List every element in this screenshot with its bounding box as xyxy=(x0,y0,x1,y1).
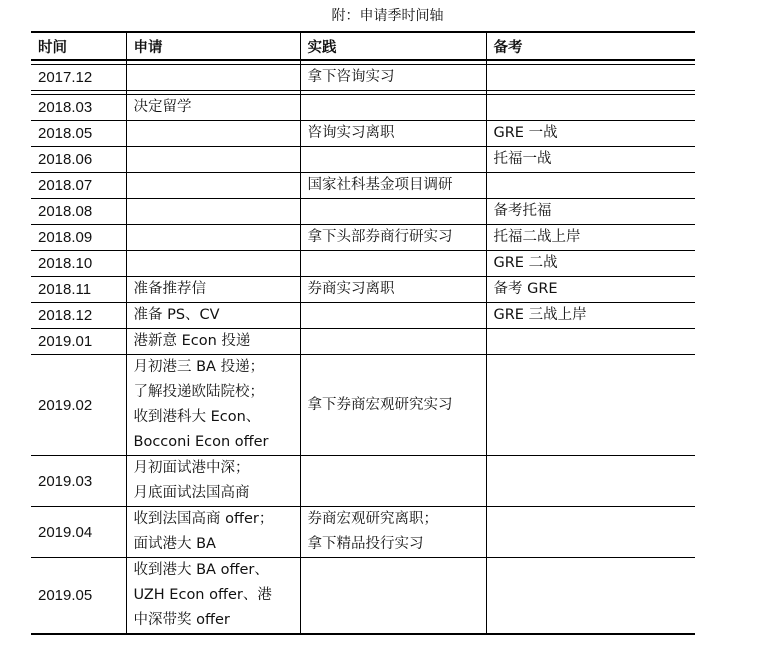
table-row xyxy=(31,225,695,251)
cell-note xyxy=(486,65,695,91)
cell-apply xyxy=(126,121,300,147)
cell-line: GRE 一战 xyxy=(493,125,558,141)
table-row xyxy=(31,173,695,199)
cell-practice xyxy=(300,147,486,173)
cell-apply xyxy=(126,95,300,121)
cell-time: 2018.09 xyxy=(31,225,126,251)
cell-note xyxy=(486,507,695,558)
cell-practice xyxy=(300,277,486,303)
cell-line: 收到法国高商 offer； xyxy=(133,511,274,527)
header-practice: 实践 xyxy=(300,32,486,60)
cell-note xyxy=(486,355,695,456)
cell-line: 券商宏观研究离职； xyxy=(307,511,438,527)
cell-line: 准备推荐信 xyxy=(133,281,206,297)
cell-line: UZH Econ offer、港 xyxy=(133,587,272,603)
cell-note xyxy=(486,95,695,121)
cell-line: 拿下券商宏观研究实习 xyxy=(307,396,453,413)
cell-note xyxy=(486,456,695,507)
header-apply: 申请 xyxy=(126,32,300,60)
cell-practice xyxy=(300,65,486,91)
cell-apply xyxy=(126,147,300,173)
cell-line: 港新意 Econ 投递 xyxy=(133,333,251,349)
cell-time: 2017.12 xyxy=(31,65,126,91)
cell-note xyxy=(486,121,695,147)
cell-line: 咨询实习离职 xyxy=(307,125,395,141)
cell-time: 2018.07 xyxy=(31,173,126,199)
cell-apply xyxy=(126,225,300,251)
cell-apply xyxy=(126,329,300,355)
cell-apply xyxy=(126,456,300,507)
table-row xyxy=(31,329,695,355)
cell-time: 2019.02 xyxy=(31,355,126,456)
table-header-row xyxy=(31,32,695,60)
cell-line: 托福一战 xyxy=(493,151,552,167)
cell-time: 2019.05 xyxy=(31,558,126,635)
cell-apply xyxy=(126,277,300,303)
cell-line: Bocconi Econ offer xyxy=(133,434,269,450)
cell-note xyxy=(486,277,695,303)
cell-practice xyxy=(300,355,486,456)
cell-time: 2018.05 xyxy=(31,121,126,147)
cell-line: 月初港三 BA 投递； xyxy=(133,359,265,375)
table-row xyxy=(31,277,695,303)
cell-apply xyxy=(126,507,300,558)
cell-note xyxy=(486,199,695,225)
cell-note xyxy=(486,251,695,277)
cell-line: 收到港大 BA offer、 xyxy=(133,562,269,578)
cell-line: GRE 三战上岸 xyxy=(493,307,587,323)
cell-note xyxy=(486,147,695,173)
header-time: 时间 xyxy=(31,32,126,60)
table-row xyxy=(31,355,695,456)
cell-line: 备考 GRE xyxy=(493,281,558,297)
cell-line: 了解投递欧陆院校； xyxy=(133,384,264,400)
cell-line: 拿下咨询实习 xyxy=(307,69,395,85)
cell-note xyxy=(486,303,695,329)
cell-practice xyxy=(300,173,486,199)
cell-line: GRE 二战 xyxy=(493,255,558,271)
cell-line: 备考托福 xyxy=(493,203,552,219)
cell-line: 国家社科基金项目调研 xyxy=(307,177,453,193)
cell-practice xyxy=(300,121,486,147)
cell-time: 2019.01 xyxy=(31,329,126,355)
cell-practice xyxy=(300,95,486,121)
table-row xyxy=(31,303,695,329)
cell-practice xyxy=(300,251,486,277)
cell-practice xyxy=(300,199,486,225)
cell-note xyxy=(486,173,695,199)
cell-line: 月初面试港中深； xyxy=(133,460,250,476)
table-row xyxy=(31,65,695,91)
cell-apply xyxy=(126,355,300,456)
cell-line: 拿下精品投行实习 xyxy=(307,536,424,552)
cell-apply xyxy=(126,303,300,329)
cell-practice xyxy=(300,225,486,251)
cell-time: 2018.10 xyxy=(31,251,126,277)
table-row xyxy=(31,199,695,225)
cell-time: 2018.11 xyxy=(31,277,126,303)
cell-line: 面试港大 BA xyxy=(133,536,216,552)
cell-line: 券商实习离职 xyxy=(307,281,395,297)
cell-note xyxy=(486,225,695,251)
table-row xyxy=(31,507,695,558)
table-caption: 附：申请季时间轴 xyxy=(331,8,444,24)
table-row xyxy=(31,147,695,173)
cell-time: 2019.03 xyxy=(31,456,126,507)
cell-line: 月底面试法国高商 xyxy=(133,485,250,501)
cell-time: 2018.08 xyxy=(31,199,126,225)
cell-time: 2018.06 xyxy=(31,147,126,173)
cell-line: 托福二战上岸 xyxy=(493,229,581,245)
cell-apply xyxy=(126,173,300,199)
cell-line: 收到港科大 Econ、 xyxy=(133,409,261,425)
cell-practice xyxy=(300,329,486,355)
cell-apply xyxy=(126,558,300,635)
table-row xyxy=(31,95,695,121)
cell-time: 2018.03 xyxy=(31,95,126,121)
cell-line: 准备 PS、CV xyxy=(133,307,220,323)
table-row xyxy=(31,251,695,277)
cell-apply xyxy=(126,199,300,225)
cell-note xyxy=(486,329,695,355)
cell-line: 决定留学 xyxy=(133,99,192,115)
table-row xyxy=(31,456,695,507)
cell-line: 拿下头部券商行研实习 xyxy=(307,229,453,245)
cell-time: 2018.12 xyxy=(31,303,126,329)
cell-practice xyxy=(300,507,486,558)
cell-time: 2019.04 xyxy=(31,507,126,558)
cell-apply xyxy=(126,65,300,91)
cell-apply xyxy=(126,251,300,277)
cell-practice xyxy=(300,303,486,329)
cell-practice xyxy=(300,558,486,635)
table-row xyxy=(31,121,695,147)
header-note: 备考 xyxy=(486,32,695,60)
application-timeline-table xyxy=(31,31,695,635)
cell-line: 中深带奖 offer xyxy=(133,612,230,628)
cell-practice xyxy=(300,456,486,507)
cell-note xyxy=(486,558,695,635)
table-row xyxy=(31,558,695,635)
